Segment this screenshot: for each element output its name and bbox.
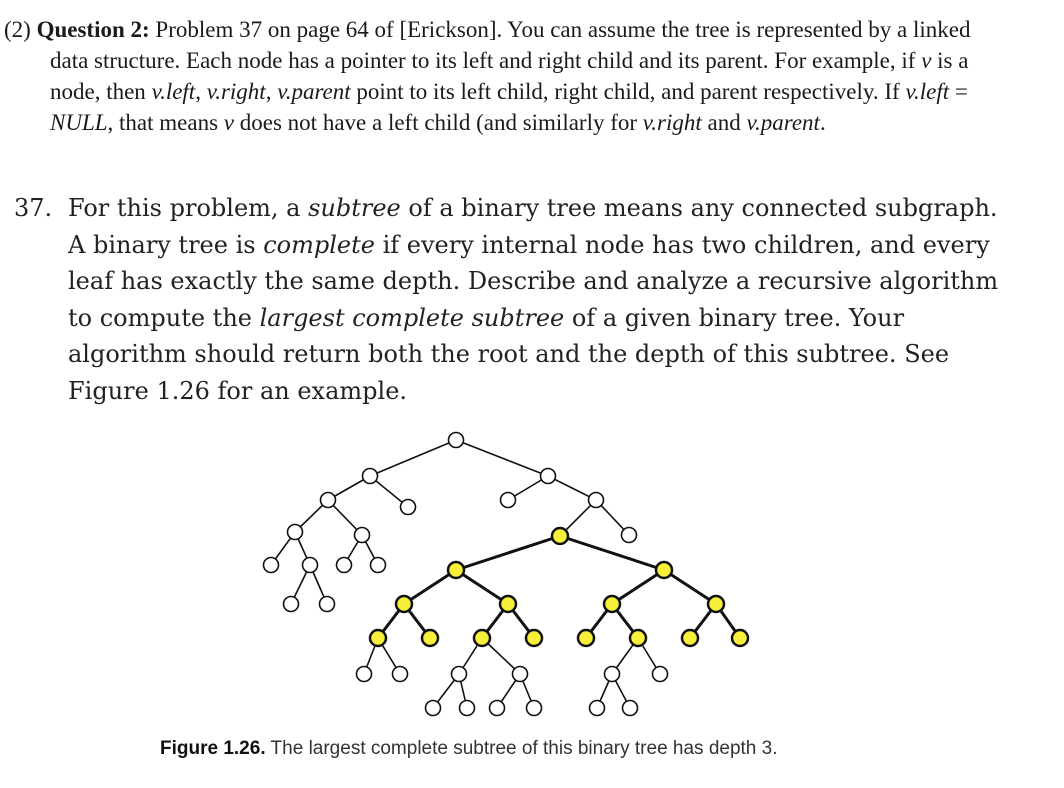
question-text: Problem 37 on page 64 of [Erickson]. You can assume the tree is represented by a linked data structure. Each node has a pointer to its left and right child and its parent. For example, if	[50, 17, 971, 73]
subtree-node	[732, 630, 748, 646]
tree-node	[589, 493, 604, 508]
math-v-left: v.left	[151, 79, 196, 104]
subtree-node	[552, 528, 568, 544]
subtree-node	[448, 562, 464, 578]
tree-node	[288, 525, 303, 540]
tree-node	[337, 558, 352, 573]
subtree-edge	[612, 570, 664, 604]
math-null: NULL	[50, 110, 108, 135]
question-text: is a node, then	[50, 48, 969, 104]
figure-caption	[160, 738, 778, 760]
tree-node	[401, 500, 416, 515]
subtree-edge	[456, 536, 560, 570]
tree-node	[303, 558, 318, 573]
question-text: ,	[195, 79, 207, 104]
subtree-node	[708, 596, 724, 612]
subtree-node	[682, 630, 698, 646]
tree-node	[527, 701, 542, 716]
problem-text-part: of a binary tree means any connected subgraph. A binary tree is	[68, 194, 998, 259]
tree-node	[284, 597, 299, 612]
term-subtree: subtree	[308, 194, 401, 222]
tree-node	[357, 667, 372, 682]
math-v-left: v.left	[905, 79, 950, 104]
subtree-node	[630, 630, 646, 646]
subtree-node	[422, 630, 438, 646]
subtree-node	[500, 596, 516, 612]
tree-node	[623, 701, 638, 716]
math-v-right: v.right	[642, 110, 702, 135]
question-number: (2)	[4, 17, 31, 42]
math-v-parent: v.parent	[746, 110, 820, 135]
subtree-node	[526, 630, 542, 646]
subtree-node	[604, 596, 620, 612]
subtree-edge	[456, 570, 508, 604]
subtree-edge	[560, 536, 664, 570]
subtree-edge	[664, 570, 716, 604]
subtree-edge	[404, 570, 456, 604]
question-text: does not have a left child (and similarly for	[234, 110, 643, 135]
tree-node	[321, 493, 336, 508]
question-text: .	[819, 110, 826, 135]
tree-edge	[456, 440, 548, 476]
problem-text-part: if every internal node has two children, and every leaf has exactly the same depth. Describe and analyze a recursive algorithm to compute the	[68, 230, 999, 332]
subtree-node	[396, 596, 412, 612]
tree-node	[460, 701, 475, 716]
tree-node	[393, 667, 408, 682]
problem-number: 37.	[14, 194, 53, 222]
tree-node	[501, 493, 516, 508]
figure-caption-text: The largest complete subtree of this binary tree has depth 3.	[265, 738, 778, 759]
question-text: ,	[265, 79, 278, 104]
term-complete: complete	[263, 230, 375, 259]
tree-node	[622, 528, 637, 543]
math-v: v	[223, 110, 235, 135]
figure-label: Figure 1.26.	[160, 738, 266, 759]
subtree-node	[370, 630, 386, 646]
math-v-right: v.right	[206, 79, 266, 104]
subtree-node	[474, 630, 490, 646]
tree-edge	[370, 440, 456, 476]
subtree-node	[578, 630, 594, 646]
tree-node	[653, 667, 668, 682]
problem-text-part: For this problem, a	[68, 194, 309, 222]
problem-text-part: of a given binary tree. Your algorithm should return both the root and the depth of this subtree. See Figure 1.26 for an example.	[68, 303, 950, 405]
term-largest-complete-subtree: largest complete subtree	[259, 303, 565, 332]
question-text: , that means	[107, 110, 224, 135]
math-equals: =	[949, 79, 968, 104]
tree-node	[513, 667, 528, 682]
tree-node	[363, 469, 378, 484]
tree-node	[541, 469, 556, 484]
question-text: point to its left child, right child, and parent respectively. If	[350, 79, 906, 104]
tree-node	[605, 667, 620, 682]
tree-node	[320, 597, 335, 612]
math-v: v	[921, 48, 932, 73]
tree-node	[452, 667, 467, 682]
subtree-node	[656, 562, 672, 578]
question-title: Question 2:	[36, 17, 150, 42]
tree-node	[449, 433, 464, 448]
tree-node	[355, 528, 370, 543]
tree-node	[264, 558, 279, 573]
tree-node	[371, 558, 386, 573]
question-text: and	[701, 110, 747, 135]
tree-node	[426, 701, 441, 716]
tree-node	[590, 701, 605, 716]
math-v-parent: v.parent	[277, 79, 351, 104]
tree-node	[490, 701, 505, 716]
